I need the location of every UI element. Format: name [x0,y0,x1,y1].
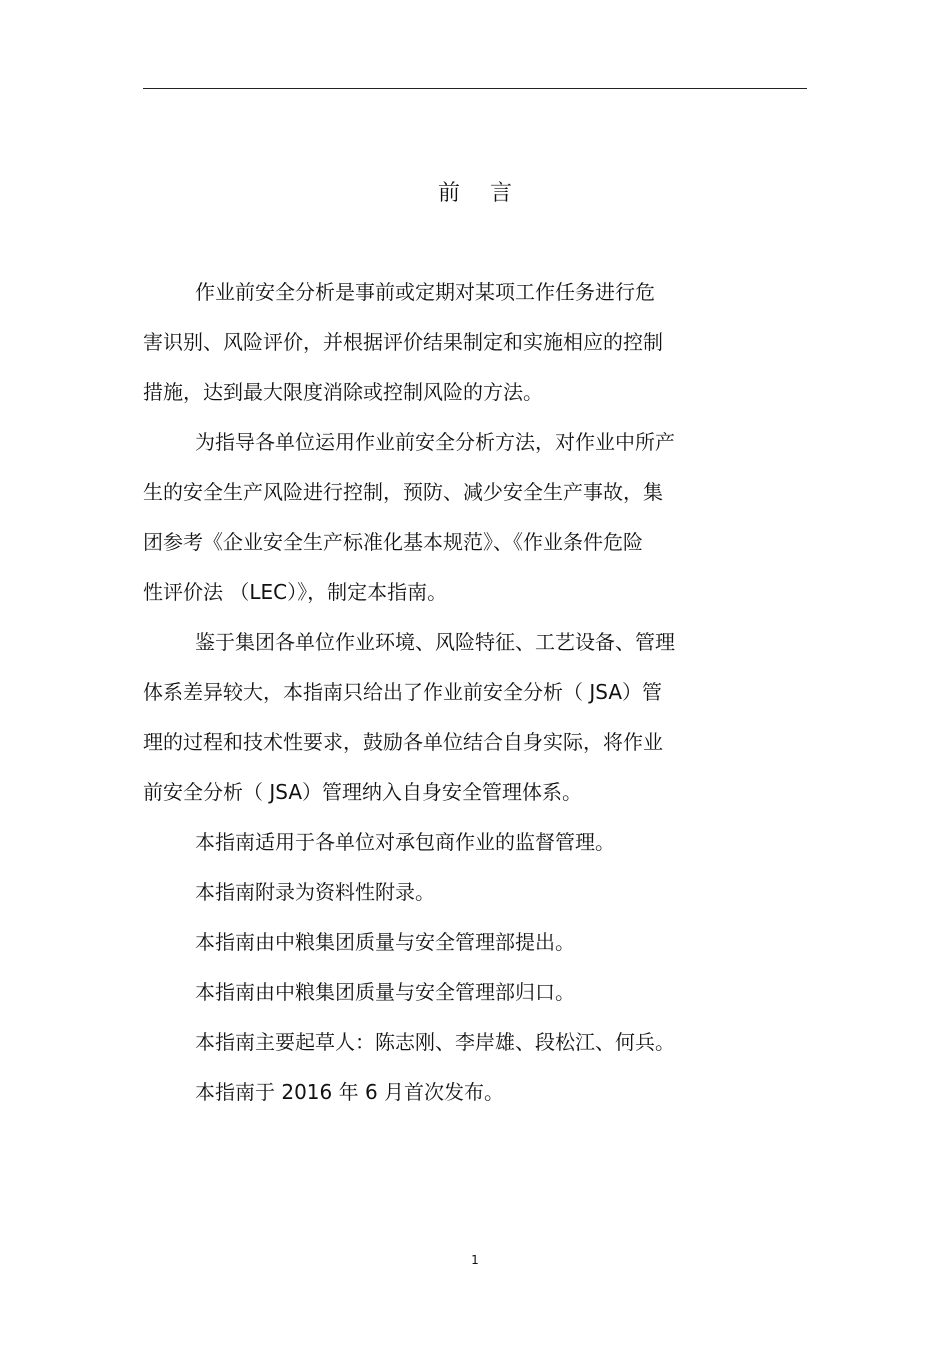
page-title [0,178,950,210]
paragraph-3-line-2: 体系差异较大，本指南只给出了作业前安全分析（ JSA）管 [143,680,663,704]
paragraph-5: 本指南附录为资料性附录。 [195,880,435,904]
paragraph-2-line-4: 性评价法 （LEC）》，制定本指南。 [143,580,448,604]
paragraph-7: 本指南由中粮集团质量与安全管理部归口。 [195,980,575,1004]
paragraph-3-line-4: 前安全分析（ JSA）管理纳入自身安全管理体系。 [143,780,583,804]
header-rule [143,88,807,89]
paragraph-8: 本指南主要起草人：陈志刚、李岸雄、段松江、何兵。 [195,1030,675,1054]
title-first-char: 前 [437,181,460,206]
paragraph-1-line-2: 害识别、风险评价，并根据评价结果制定和实施相应的控制 [143,330,663,354]
paragraph-1-line-3: 措施，达到最大限度消除或控制风险的方法。 [143,380,543,404]
paragraph-3-line-1: 鉴于集团各单位作业环境、风险特征、工艺设备、管理 [195,630,675,654]
paragraph-6: 本指南由中粮集团质量与安全管理部提出。 [195,930,575,954]
paragraph-1-line-1: 作业前安全分析是事前或定期对某项工作任务进行危 [195,280,655,304]
paragraph-3-line-3: 理的过程和技术性要求，鼓励各单位结合自身实际，将作业 [143,730,663,754]
paragraph-4: 本指南适用于各单位对承包商作业的监督管理。 [195,830,615,854]
page-number: 1 [471,1253,479,1267]
paragraph-2-line-1: 为指导各单位运用作业前安全分析方法，对作业中所产 [195,430,675,454]
paragraph-9: 本指南于 2016 年 6 月首次发布。 [195,1080,505,1104]
title-second-char: 言 [490,181,513,206]
paragraph-2-line-3: 团参考《企业安全生产标准化基本规范》、《作业条件危险 [143,530,643,554]
paragraph-2-line-2: 生的安全生产风险进行控制，预防、减少安全生产事故，集 [143,480,663,504]
